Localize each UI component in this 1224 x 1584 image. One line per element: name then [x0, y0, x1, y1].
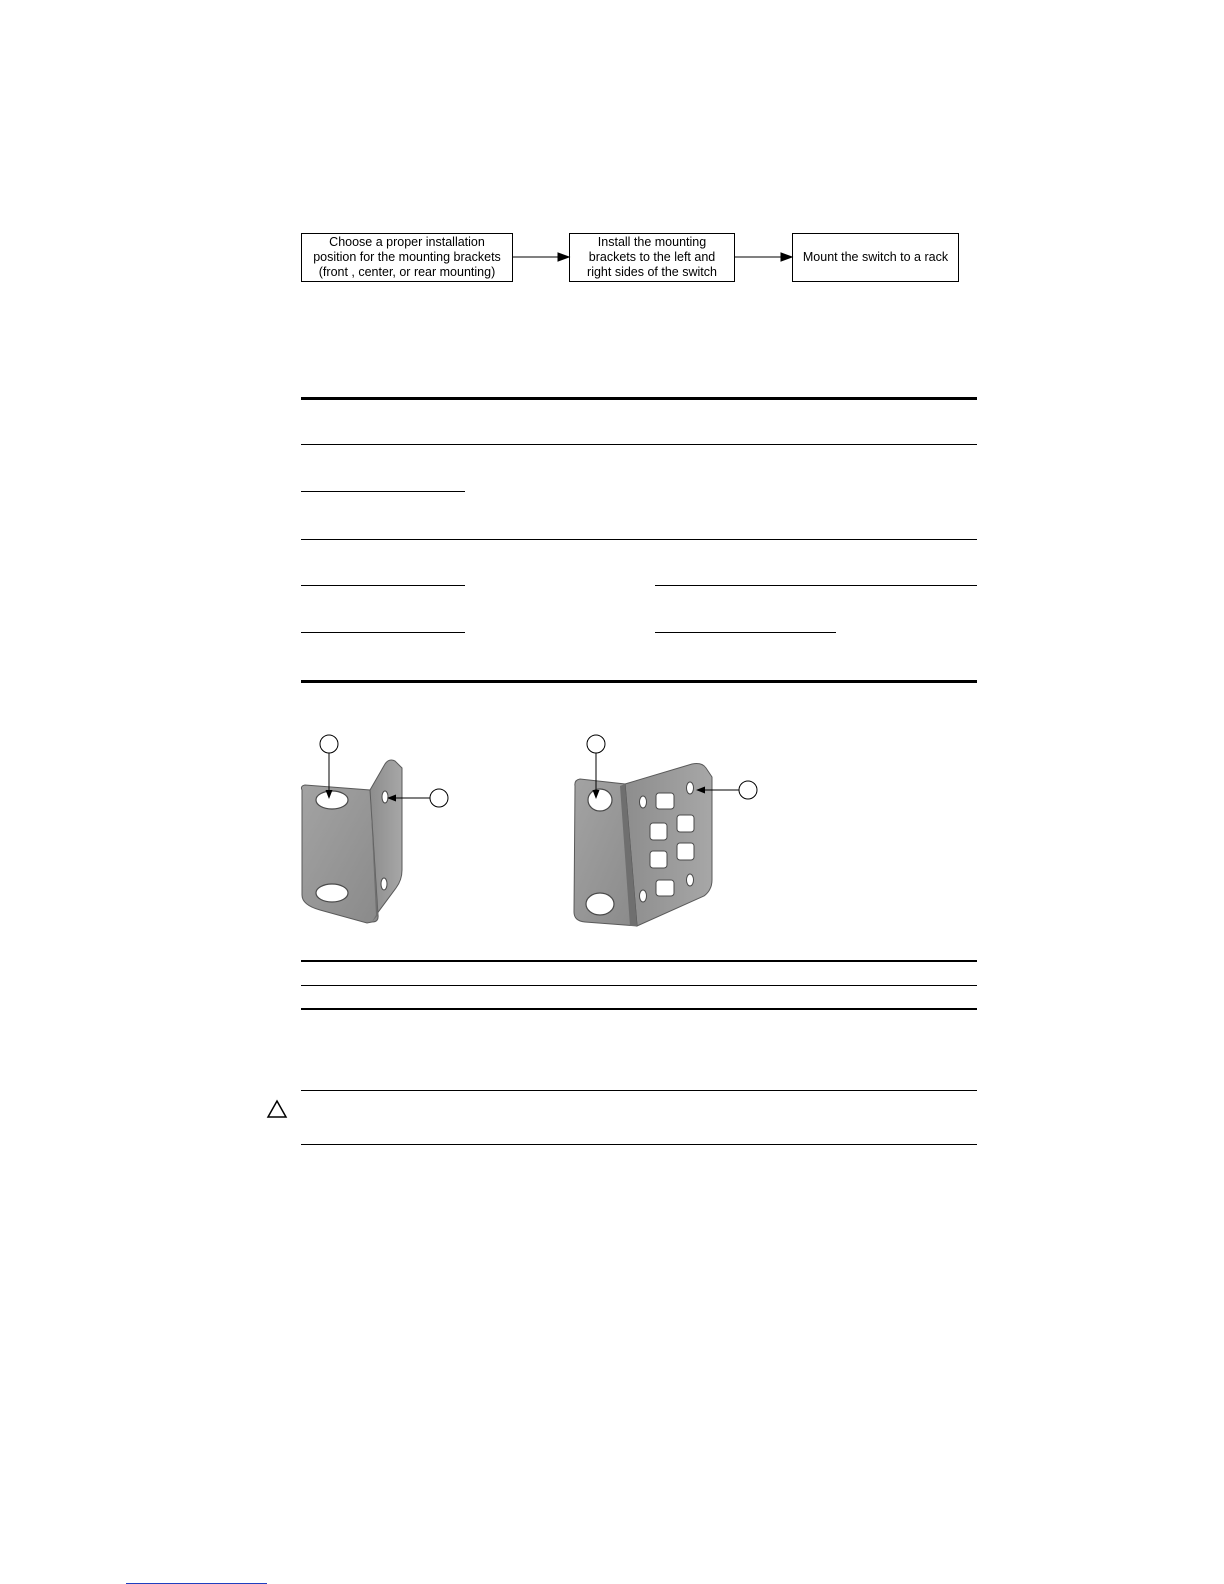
legend-bottom-rule	[301, 1008, 977, 1010]
caution-bottom-rule	[301, 1144, 977, 1145]
legend-row-rule	[301, 985, 977, 986]
flow-step-line: Install the mounting	[597, 235, 707, 249]
small-bracket-illustration	[301, 760, 402, 923]
flow-step-line: right sides of the switch	[587, 265, 717, 279]
large-bracket-illustration	[574, 764, 712, 927]
flow-step-line: position for the mounting brackets	[313, 250, 501, 264]
legend-top-rule	[301, 960, 977, 962]
flow-step-line: brackets to the left and	[588, 250, 716, 264]
flow-step-line: (front , center, or rear mounting)	[318, 265, 496, 279]
flow-step-line: Mount the switch to a rack	[802, 250, 949, 264]
warning-triangle-icon	[266, 1099, 288, 1119]
flow-step-line: Choose a proper installation	[329, 235, 485, 249]
caution-top-rule	[301, 1090, 977, 1091]
